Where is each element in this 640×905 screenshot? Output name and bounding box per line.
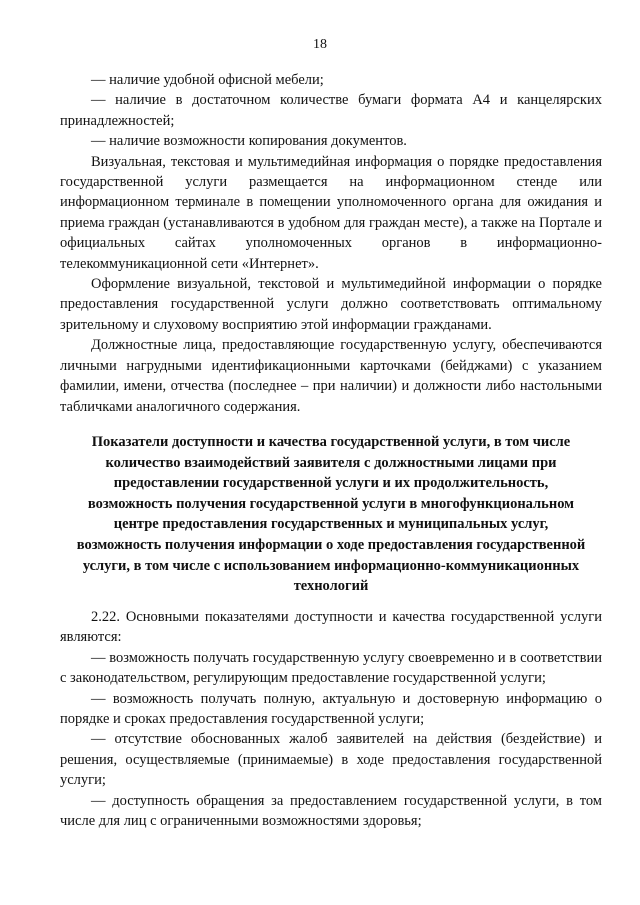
list-item-paper-supplies: — наличие в достаточном количестве бумаги формата А4 и канцелярских принадлежностей; [60,92,602,129]
paragraph-officials-badges: Должностные лица, предоставляющие государственную услугу, обеспечиваются личными нагрудными идентификационными карточками (бейджами) с указанием фамилии, имени, отчества (последнее – при наличии) и должности либо настольными табличками аналогичного содержания. [60,337,602,415]
body-text-top [60,70,602,417]
page-number: 18 [313,37,327,52]
section-heading-line: услуги, в том числе с использованием информационно-коммуникационных [82,557,580,574]
section-heading-line: возможность получения информации о ходе предоставления государственной [76,536,586,553]
section-heading-line: технологий [293,578,369,595]
list-item-office-furniture: — наличие удобной офисной мебели; [91,72,324,88]
paragraph-visual-information: Визуальная, текстовая и мультимедийная информация о порядке предоставления государственной услуги размещается на информационном стенде или информационном терминале в помещении уполномоченного органа для ожидания и приема граждан (устанавливаются в удобном для граждан месте), а также на Портале и официальных сайтах уполномоченных органов в информационно-телекоммуникационной сети «Интернет». [60,153,602,272]
paragraph-information-design: Оформление визуальной, текстовой и мультимедийной информации о порядке предоставления государственной услуги должно соответствовать оптимальному зрительному и слуховому восприятию этой информации гражданами. [60,276,602,333]
section-heading-line: центре предоставления государственных и муниципальных услуг, [113,516,549,533]
list-item-copying: — наличие возможности копирования документов. [91,133,407,150]
list-item-no-complaints: — отсутствие обоснованных жалоб заявителей на действия (бездействие) и решения, осуществляемые (принимаемые) в ходе предоставления государственной услуги; [60,731,602,789]
section-heading [60,432,602,597]
list-item-timely-service: — возможность получать государственную услугу своевременно и в соответствии с законодательством, регулирующим предоставление государственной услуги; [60,649,602,687]
body-text-bottom [60,607,602,831]
section-heading-line: предоставлении государственной услуги и их продолжительность, [113,475,549,492]
list-item-accessibility: — доступность обращения за предоставлением государственной услуги, в том числе для лиц с ограниченными возможностями здоровья; [60,792,602,830]
section-heading-line: количество взаимодействий заявителя с должностными лицами при [105,454,557,471]
section-heading-line: возможность получения государственной услуги в многофункциональном [87,495,575,512]
paragraph-indicators-intro: 2.22. Основными показателями доступности и качества государственной услуги являются: [60,609,602,646]
list-item-full-information: — возможность получать полную, актуальную и достоверную информацию о порядке и сроках предоставления государственной услуги; [60,690,602,728]
section-heading-line: Показатели доступности и качества государственной услуги, в том числе [91,434,571,450]
